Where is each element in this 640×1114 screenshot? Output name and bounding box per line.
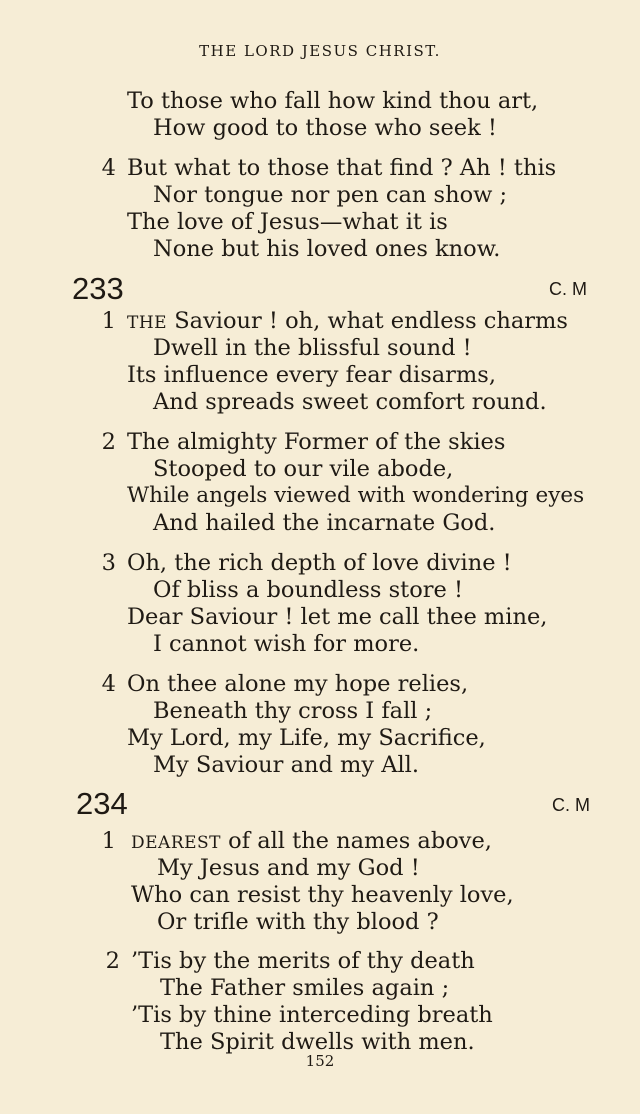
verse-number: 3 bbox=[101, 550, 116, 576]
verse-line: ’Tis by thine interceding breath bbox=[131, 1002, 493, 1028]
verse-line: Or trifle with thy blood ? bbox=[157, 909, 439, 935]
verse-line bbox=[127, 310, 568, 333]
verse-number: 4 bbox=[101, 155, 116, 181]
verse-line: Dwell in the blissful sound ! bbox=[153, 335, 472, 361]
verse-line: ’Tis by the merits of thy death bbox=[131, 948, 475, 974]
verse-line: Dear Saviour ! let me call thee mine, bbox=[127, 604, 548, 630]
verse-line: I cannot wish for more. bbox=[153, 631, 420, 657]
verse-line-rest: of all the names above, bbox=[221, 828, 492, 854]
verse-line: Who can resist thy heavenly love, bbox=[131, 882, 514, 908]
verse-number: 2 bbox=[105, 948, 120, 974]
verse-line: My Saviour and my All. bbox=[153, 752, 420, 778]
verse-line: The Spirit dwells with men. bbox=[160, 1029, 475, 1055]
verse-line: To those who fall how kind thou art, bbox=[127, 88, 539, 114]
verse-line: While angels viewed with wondering eyes bbox=[127, 483, 585, 508]
verse-line: And hailed the incarnate God. bbox=[153, 510, 496, 536]
verse-first-word: DEAREST bbox=[131, 833, 222, 853]
verse-line bbox=[131, 830, 492, 853]
running-header: THE LORD JESUS CHRIST. bbox=[199, 42, 441, 60]
page-number: 152 bbox=[305, 1052, 335, 1070]
verse-line: The Father smiles again ; bbox=[160, 975, 450, 1001]
hymn-number: 233 bbox=[72, 271, 124, 306]
verse-line: But what to those that find ? Ah ! this bbox=[127, 155, 557, 181]
verse-number: 1 bbox=[101, 308, 116, 334]
verse-line: How good to those who seek ! bbox=[153, 115, 497, 141]
verse-line: Nor tongue nor pen can show ; bbox=[153, 182, 508, 208]
verse-line: My Jesus and my God ! bbox=[157, 855, 420, 881]
hymn-meter: C. M bbox=[552, 795, 590, 815]
verse-number: 4 bbox=[101, 671, 116, 697]
verse-line: My Lord, my Life, my Sacrifice, bbox=[127, 725, 486, 751]
verse-number: 1 bbox=[101, 828, 116, 854]
verse-line: Its influence every fear disarms, bbox=[127, 362, 496, 388]
verse-line: The love of Jesus—what it is bbox=[127, 209, 448, 235]
verse-line-rest: Saviour ! oh, what endless charms bbox=[167, 308, 568, 334]
hymn-number: 234 bbox=[76, 786, 128, 821]
verse-line: Beneath thy cross I fall ; bbox=[153, 698, 433, 724]
verse-line: And spreads sweet comfort round. bbox=[153, 389, 547, 415]
verse-first-word: THE bbox=[127, 313, 168, 333]
verse-line: The almighty Former of the skies bbox=[127, 429, 506, 455]
verse-line: Of bliss a boundless store ! bbox=[153, 577, 464, 603]
hymn-meter: C. M bbox=[549, 279, 587, 299]
verse-number: 2 bbox=[101, 429, 116, 455]
verse-line: Oh, the rich depth of love divine ! bbox=[127, 550, 512, 576]
verse-line: On thee alone my hope relies, bbox=[127, 671, 469, 697]
verse-line: None but his loved ones know. bbox=[153, 236, 501, 262]
verse-line: Stooped to our vile abode, bbox=[153, 456, 454, 482]
